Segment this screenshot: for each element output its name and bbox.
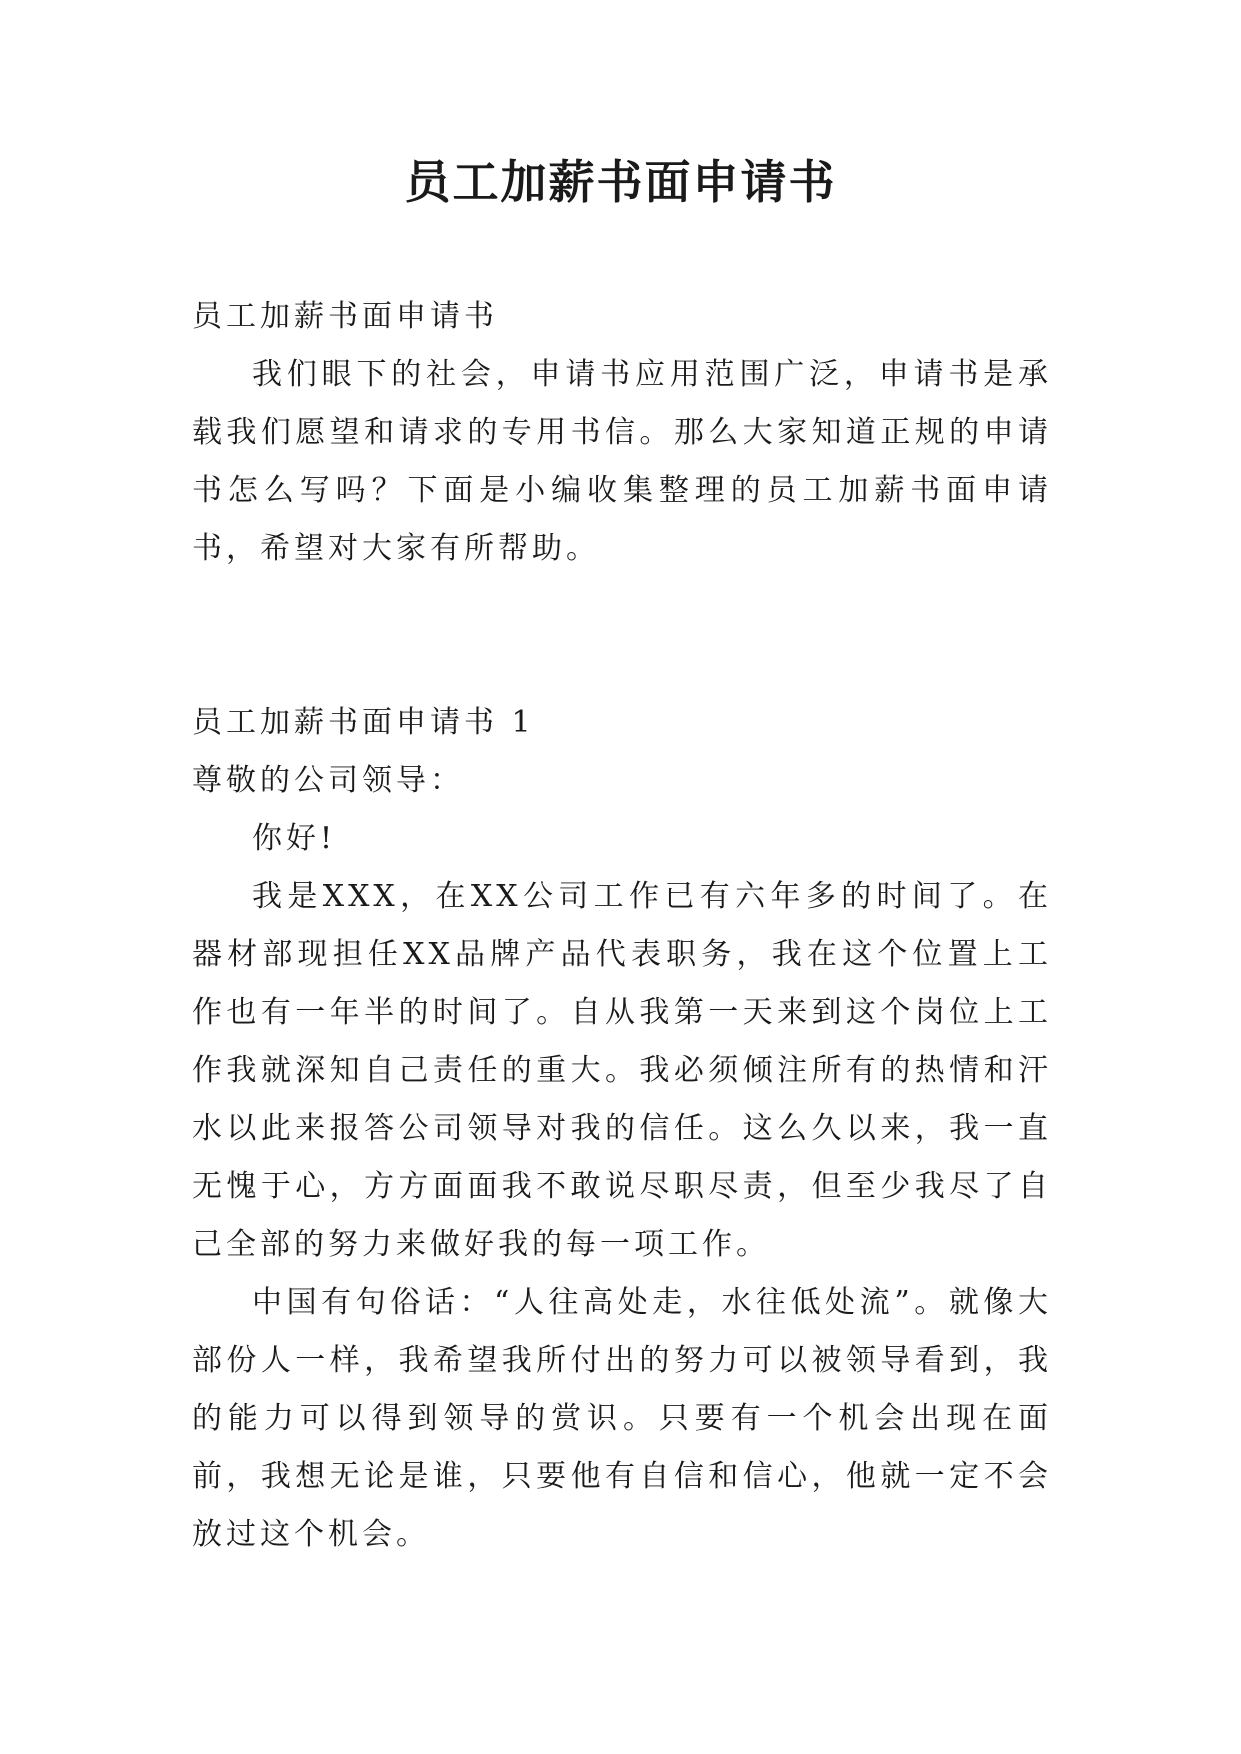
salutation: 尊敬的公司领导： [192, 763, 464, 798]
body-paragraph-1: 我是XXX，在XX公司工作已有六年多的时间了。在器材部现担任XX品牌产品代表职务，我在这个位置上工作也有一年半的时间了。自从我第一天来到这个岗位上工作我就深知自己责任的重大。我必须倾注所有的热情和汗水以此来报答公司领导对我的信任。这么久以来，我一直无愧于心，方方面面我不敢说尽职尽责，但至少我尽了自己全部的努力来做好我的每一项工作。 [192, 879, 1052, 1262]
greeting: 你好! [252, 821, 337, 856]
page-title: 员工加薪书面申请书 [404, 155, 837, 209]
section-heading: 员工加薪书面申请书 1 [192, 705, 535, 740]
subtitle: 员工加薪书面申请书 [192, 299, 498, 334]
section-spacer [192, 578, 1052, 694]
intro-paragraph: 我们眼下的社会，申请书应用范围广泛，申请书是承载我们愿望和请求的专用书信。那么大家知道正规的申请书怎么写吗？下面是小编收集整理的员工加薪书面申请书，希望对大家有所帮助。 [192, 357, 1052, 566]
body-paragraph-2: 中国有句俗话：“人往高处走，水往低处流”。就像大部份人一样，我希望我所付出的努力可以被领导看到，我的能力可以得到领导的赏识。只要有一个机会出现在面前，我想无论是谁，只要他有自信和信心，他就一定不会放过这个机会。 [192, 1285, 1052, 1552]
document-body [192, 288, 1052, 1564]
